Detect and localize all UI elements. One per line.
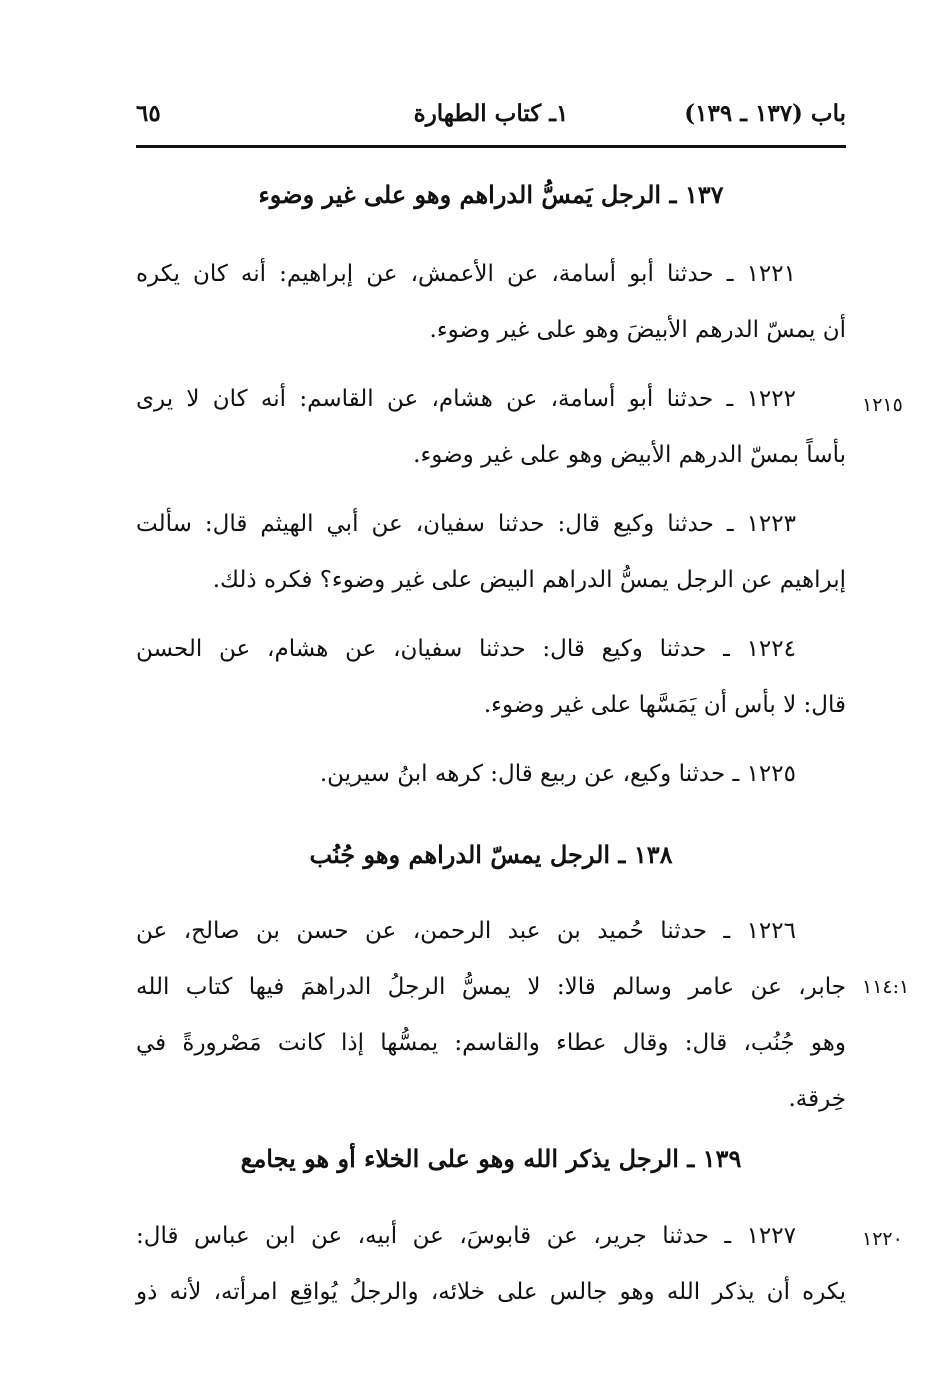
text-line: إبراهيم عن الرجل يمسُّ الدراهم البيض على غير وضوء؟ فكره ذلك. (212, 567, 846, 593)
text-line: قال: لا بأس أن يَمَسَّها على غير وضوء. (483, 692, 846, 718)
page-number: ٦٥ (136, 100, 161, 127)
text-line: ١٢٢١ ـ حدثنا أبو أسامة، عن الأعمش، عن إبراهيم: أنه كان يكره (136, 261, 796, 287)
text-line: وهو جُنُب، قال: وقال عطاء والقاسم: يمسُّها إذا كانت مَصْرورةً في (136, 1030, 846, 1056)
text-line: بأساً بمسّ الدرهم الأبيض وهو على غير وضوء. (413, 442, 846, 468)
text-line: ١٢٢٤ ـ حدثنا وكيع قال: حدثنا سفيان، عن هشام، عن الحسن (136, 636, 796, 662)
text-line: أن يمسّ الدرهم الأبيضَ وهو على غير وضوء. (429, 317, 846, 343)
hadith-1222 (136, 371, 846, 483)
text-line: ١٢٢٦ ـ حدثنا حُميد بن عبد الرحمن، عن حسن بن صالح، عن (136, 918, 796, 944)
hadith-1221 (136, 246, 846, 358)
margin-reference: ١٢٢٠ (862, 1228, 903, 1250)
text-line: ١٢٢٧ ـ حدثنا جرير، عن قابوسَ، عن أبيه، عن ابن عباس قال: (136, 1223, 796, 1249)
header-rule (136, 145, 846, 148)
running-header (136, 100, 846, 140)
text-line: ١٢٢٣ ـ حدثنا وكيع قال: حدثنا سفيان، عن أبي الهيثم قال: سألت (136, 511, 796, 537)
text-line: جابر، عن عامر وسالم قالا: لا يمسُّ الرجلُ الدراهمَ فيها كتاب الله (136, 974, 846, 1000)
text-line: خِرقة. (788, 1086, 846, 1112)
text-line: ١٢٢٢ ـ حدثنا أبو أسامة، عن هشام، عن القاسم: أنه كان لا يرى (136, 386, 796, 412)
margin-reference: ١٢١٥ (862, 394, 903, 416)
book-title: ١ـ كتاب الطهارة (413, 100, 569, 127)
section-heading-138: ١٣٨ ـ الرجل يمسّ الدراهم وهو جُنُب (309, 840, 673, 869)
hadith-1227 (136, 1208, 846, 1320)
text-line: ١٢٢٥ ـ حدثنا وكيع، عن ربيع قال: كرهه ابنُ سيرين. (319, 761, 796, 787)
section-heading-137: ١٣٧ ـ الرجل يَمسُّ الدراهم وهو على غير وضوء (258, 180, 724, 209)
hadith-1224 (136, 621, 846, 733)
text-line: يكره أن يذكر الله وهو جالس على خلائه، والرجلُ يُواقِع امرأته، لأنه ذو (136, 1279, 846, 1305)
hadith-1223 (136, 496, 846, 608)
chapter-range: باب (١٣٧ ـ ١٣٩) (684, 100, 846, 127)
section-heading-139: ١٣٩ ـ الرجل يذكر الله وهو على الخلاء أو هو يجامع (240, 1144, 742, 1173)
hadith-1225 (136, 746, 846, 802)
margin-reference: ١١٤:١ (862, 976, 910, 998)
hadith-1226 (136, 903, 846, 1127)
